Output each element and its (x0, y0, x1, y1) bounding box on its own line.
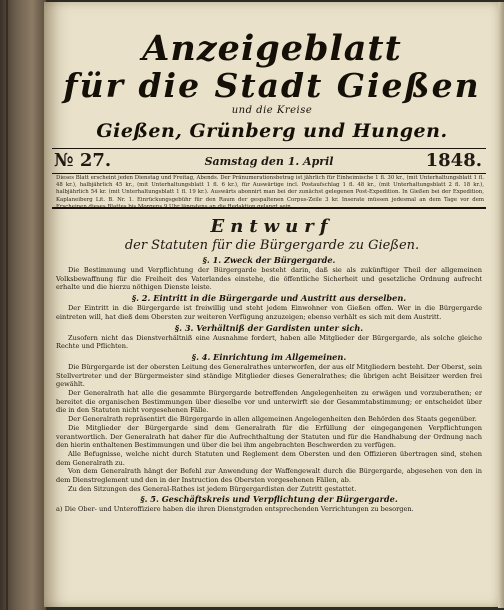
masthead-districts: Gießen, Grünberg und Hungen. (96, 120, 448, 142)
section-paragraph: Der Generalrath hat alle die gesammte Bürgergarde betreffenden Angelegenheiten zu erwägen und vorzuberathen; er bereitet die organischen Bestimmungen über dieselbe vor und unterwirft sie der Gesammtabstimmung; er entscheidet über die in den Statuten nicht vorgesehenen Fälle. (56, 389, 482, 415)
section-text: Die Bestimmung und Verpflichtung der Bürgergarde besteht darin, daß sie als zukünftiger Theil der allgemeinen Volksbewaffnung für die Freiheit des Vaterlandes einstehe, die öffentliche Sicherheit und gesetzliche Ordnung aufrecht erhalte und die hierzu nöthigen Dienste leiste. (56, 266, 482, 292)
page-edge (498, 2, 504, 608)
article-subheading: der Statuten für die Bürgergarde zu Gießen. (124, 238, 420, 253)
masthead-title-line2: für die Stadt Gießen (63, 66, 481, 105)
issue-year: 1848. (425, 150, 482, 171)
section-paragraph: Alle Befugnisse, welche nicht durch Statuten und Reglement dem Obersten und den Offizieren übertragen sind, stehen dem Generalrath zu. (56, 449, 482, 467)
issue-line (52, 150, 486, 172)
article-body (56, 254, 482, 514)
issue-rule-bottom (52, 173, 486, 174)
section-paragraph: Von dem Generalrath hängt der Befehl zur Anwendung der Waffengewalt durch die Bürgergarde, abgesehen von den in dem Dienstreglement und den in der Instruction des Obersten vorgesehenen Fällen, ab. (56, 467, 482, 485)
book-binding (0, 0, 46, 610)
section-text: Der Eintritt in die Bürgergarde ist freiwillig und steht jedem Einwohner von Gießen offen. Wer in die Bürgergarde eintreten will, hat dieß dem Obersten zur weiteren Verfügung anzuzeigen; ebenso verhält es sich mit dem Austritt. (56, 304, 482, 321)
issue-number: № 27. (54, 150, 112, 171)
section-text: a) Die Ober- und Unteroffiziere haben die ihren Dienstgraden entsprechenden Verrichtungen zu besorgen. (56, 505, 414, 514)
section-title: §. 4. Einrichtung im Allgemeinen. (191, 351, 347, 362)
section-title: §. 5. Geschäftskreis und Verpflichtung der Bürgergarde. (140, 494, 398, 505)
section-title: §. 2. Eintritt in die Bürgergarde und Austritt aus derselben. (131, 293, 407, 304)
section-title: §. 3. Verhältniß der Gardisten unter sich. (174, 322, 364, 333)
section-paragraph: Die Mitglieder der Bürgergarde sind dem Generalrath für die Erfüllung der eingegangenen Verpflichtungen verantwortlich. Der Generalrath hat daher für die Aufrechthaltung der Statuten und für die Handhabung der Ordnung nach den hierin enthaltenen Bestimmungen und über die bei ihm angebrachten Beschwerden zu verfügen. (56, 423, 482, 450)
newspaper-page (44, 2, 500, 607)
issue-date: Samstag den 1. April (204, 155, 334, 168)
subscription-notice (56, 175, 484, 211)
binding-spine (6, 0, 8, 610)
subscription-notice-text: Dieses Blatt erscheint jeden Dienstag und Freitag, Abends. Der Pränumerationsbetrag ist jährlich für Einheimische 1 fl. 30 kr., (mit Unterhaltungsblatt 1 fl. 48 kr.), halbjährlich 45 kr., (mit Unterhaltungsblatt 1 fl. 6 kr.), für Auswärtige incl. Postaufschlag 1 fl. 48 kr., (mit Unterhaltungsblatt 2 fl. 18 kr.), halbjährlich 54 kr. (mit Unterhaltungsblatt 1 fl. 19 kr.). Auswärts abonnirt man bei der zunächst gelegenen Post-Expedition. In Gießen bei der Expedition, Kaplaneiberg Lit. B. Nr. 1. Einrückungsgebühr für den Raum der gespaltenen Corpus-Zeile 3 kr. Inserate müssen jedesmal an dem Tage vor dem Erscheinen dieses Blattes bis Morgens 9 Uhr längstens an die Redaktion gelangt sein. (56, 175, 484, 210)
section-text: Zusofern nicht das Dienstverhältniß eine Ausnahme fordert, haben alle Mitglieder der Bürgergarde, als solche gleiche Rechte und Pflichten. (56, 333, 482, 351)
section-paragraph: Zu den Sitzungen des General-Rathes ist jedem Bürgergardisten der Zutritt gestattet. (68, 484, 357, 493)
section-paragraph: Die Bürgergarde ist der obersten Leitung des Generalrathes unterworfen, der aus elf Mitgliedern besteht. Der Oberst, sein Stellvertreter und der Bürgermeister sind ständige Mitglieder dieses Generalrathes; die übrigen acht Beisitzer werden frei gewählt. (56, 362, 482, 389)
masthead-connector: und die Kreise (231, 105, 313, 116)
section-paragraph: Der Generalrath repräsentirt die Bürgergarde in allen allgemeinen Angelegenheiten den Behörden des Staats gegenüber. (68, 415, 477, 424)
section-title: §. 1. Zweck der Bürgergarde. (202, 255, 336, 265)
masthead-title-line1: Anzeigeblatt (142, 28, 402, 69)
article-heading: Entwurf (210, 216, 334, 237)
notice-rule (52, 207, 486, 209)
masthead-rule-top (52, 148, 486, 149)
